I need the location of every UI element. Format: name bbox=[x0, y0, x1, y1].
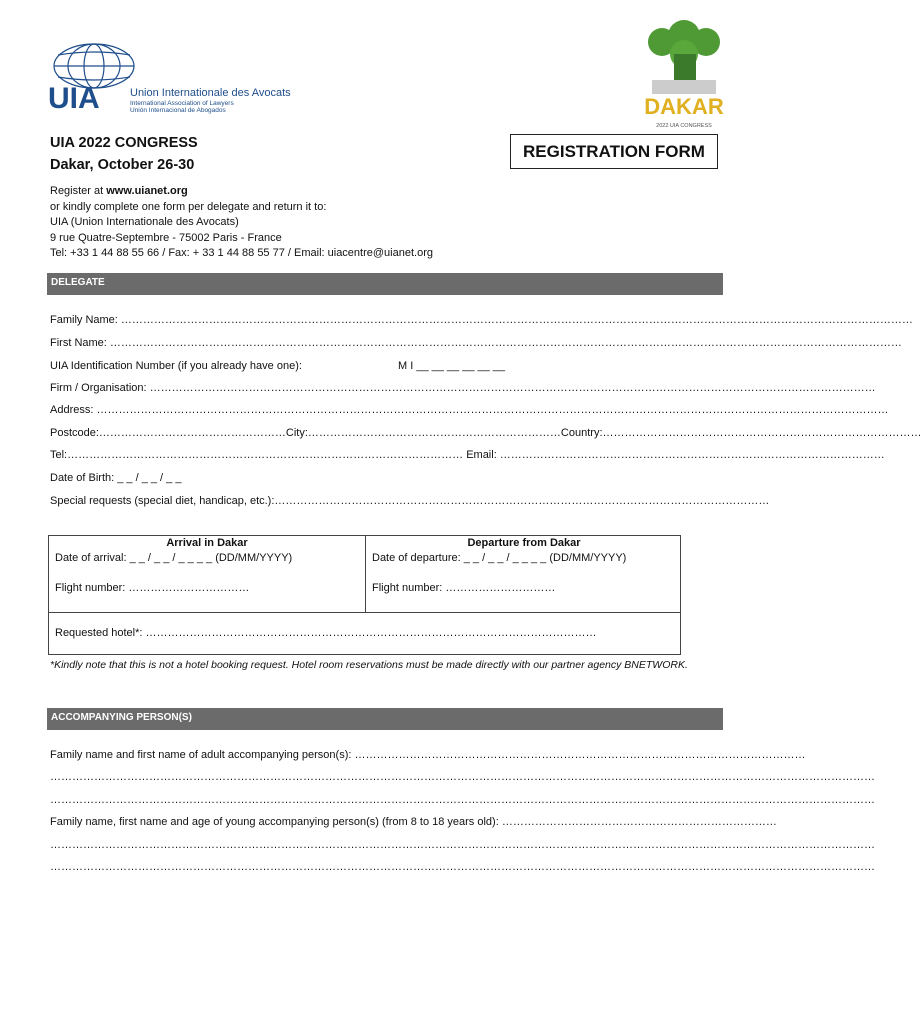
tel-label: Tel: bbox=[50, 449, 68, 461]
postcode-label: Postcode: bbox=[50, 427, 99, 439]
dakar-congress-logo bbox=[640, 20, 728, 132]
young-accompanying-line-2[interactable]: ……………………………………………………………………………………………………………………………………………………………………………………………………… bbox=[50, 839, 875, 851]
form-title-text: REGISTRATION FORM bbox=[523, 141, 705, 161]
congress-title: UIA 2022 CONGRESS bbox=[50, 135, 198, 151]
adult-accompanying-line-2[interactable]: ……………………………………………………………………………………………………………………………………………………………………………………………………… bbox=[50, 771, 875, 783]
adult-accompanying-line-3[interactable]: ……………………………………………………………………………………………………………………………………………………………………………………………………… bbox=[50, 794, 875, 806]
uia-logo bbox=[46, 40, 291, 116]
firm-field[interactable]: Firm / Organisation: ……………………………………………………………………………………………………………………………………………………………………………… bbox=[50, 382, 876, 394]
date-of-birth-field[interactable]: Date of Birth: _ _ / _ _ / _ _ bbox=[50, 472, 182, 484]
intro-line-4: 9 rue Quatre-Septembre - 75002 Paris - France bbox=[50, 231, 282, 244]
young-accompanying-field[interactable]: Family name, first name and age of young accompanying person(s) (from 8 to 18 years old): ………………………………………………………………… bbox=[50, 816, 777, 828]
intro-line-3: UIA (Union Internationale des Avocats) bbox=[50, 216, 239, 228]
dakar-wordmark: DAKAR bbox=[644, 94, 724, 119]
requested-hotel-field[interactable]: Requested hotel*: …………………………………………………………………………………………………………… bbox=[55, 627, 597, 639]
country-label: Country: bbox=[560, 427, 603, 439]
uia-name-en: International Association of Lawyers bbox=[130, 100, 234, 107]
departure-date-field[interactable]: Date of departure: _ _ / _ _ / _ _ _ _ (DD/MM/YYYY) bbox=[372, 552, 627, 564]
uia-id-field[interactable]: UIA Identification Number (if you already have one): M I __ __ __ __ __ __ bbox=[50, 360, 506, 372]
address-field[interactable]: Address: ……………………………………………………………………………………………………………………………………………………………………………………………… bbox=[50, 404, 889, 416]
arrival-header: Arrival in Dakar bbox=[166, 537, 248, 549]
intro-line-5: Tel: +33 1 44 88 55 66 / Fax: + 33 1 44 88 55 77 / Email: uiacentre@uianet.org bbox=[50, 247, 433, 259]
website-link[interactable]: www.uianet.org bbox=[106, 185, 188, 197]
adult-accompanying-field[interactable]: Family name and first name of adult accompanying person(s): …………………………………………………………………………………………………………… bbox=[50, 749, 806, 761]
hotel-note: *Kindly note that this is not a hotel booking request. Hotel room reservations must be made directly with our partner agency BNETWORK. bbox=[50, 659, 688, 671]
arrival-date-field[interactable]: Date of arrival: _ _ / _ _ / _ _ _ _ (DD/MM/YYYY) bbox=[55, 552, 293, 564]
arrival-flight-field[interactable]: Flight number: …………………………… bbox=[55, 582, 250, 594]
uia-id-mask: M I __ __ __ __ __ __ bbox=[398, 360, 506, 372]
travel-table bbox=[48, 535, 681, 655]
intro-line-1: Register at www.uianet.org bbox=[50, 185, 188, 197]
delegate-section-header: DELEGATE bbox=[47, 273, 723, 295]
departure-header: Departure from Dakar bbox=[467, 537, 581, 549]
email-label: Email: bbox=[466, 449, 497, 461]
special-requests-field[interactable]: Special requests (special diet, handicap, etc.):……………………………………………………………………………………………………………………… bbox=[50, 495, 770, 507]
city-label: City: bbox=[285, 427, 308, 439]
form-title bbox=[510, 134, 718, 169]
intro-line-2: or kindly complete one form per delegate and return it to: bbox=[50, 200, 327, 213]
departure-flight-field[interactable]: Flight number: ………………………… bbox=[372, 582, 556, 594]
tel-email-row[interactable]: Tel:……………………………………………………………………………………………… Email: …………………………………………………………………………………………… bbox=[50, 449, 885, 461]
baobab-tree-icon bbox=[648, 20, 720, 94]
uia-acronym: UIA bbox=[48, 82, 100, 115]
family-name-field[interactable]: Family Name: ……………………………………………………………………………………………………………………………………………………………………………………………… bbox=[50, 314, 913, 326]
accompanying-section-header: ACCOMPANYING PERSON(S) bbox=[47, 708, 723, 730]
first-name-field[interactable]: First Name: ……………………………………………………………………………………………………………………………………………………………………………………………… bbox=[50, 337, 902, 349]
young-accompanying-line-3[interactable]: ……………………………………………………………………………………………………………………………………………………………………………………………………… bbox=[50, 861, 875, 873]
intro-block bbox=[50, 184, 433, 262]
uia-name-es: Unión Internacional de Abogados bbox=[130, 107, 226, 114]
dakar-caption: 2022 UIA CONGRESS bbox=[656, 123, 712, 129]
uia-name-fr: Union Internationale des Avocats bbox=[130, 87, 291, 99]
congress-dates: Dakar, October 26-30 bbox=[50, 157, 195, 173]
postcode-city-country-row[interactable]: Postcode:……………………………………………City:……………………………………………………………Country:…………………………………………………………………………… bbox=[50, 427, 922, 439]
